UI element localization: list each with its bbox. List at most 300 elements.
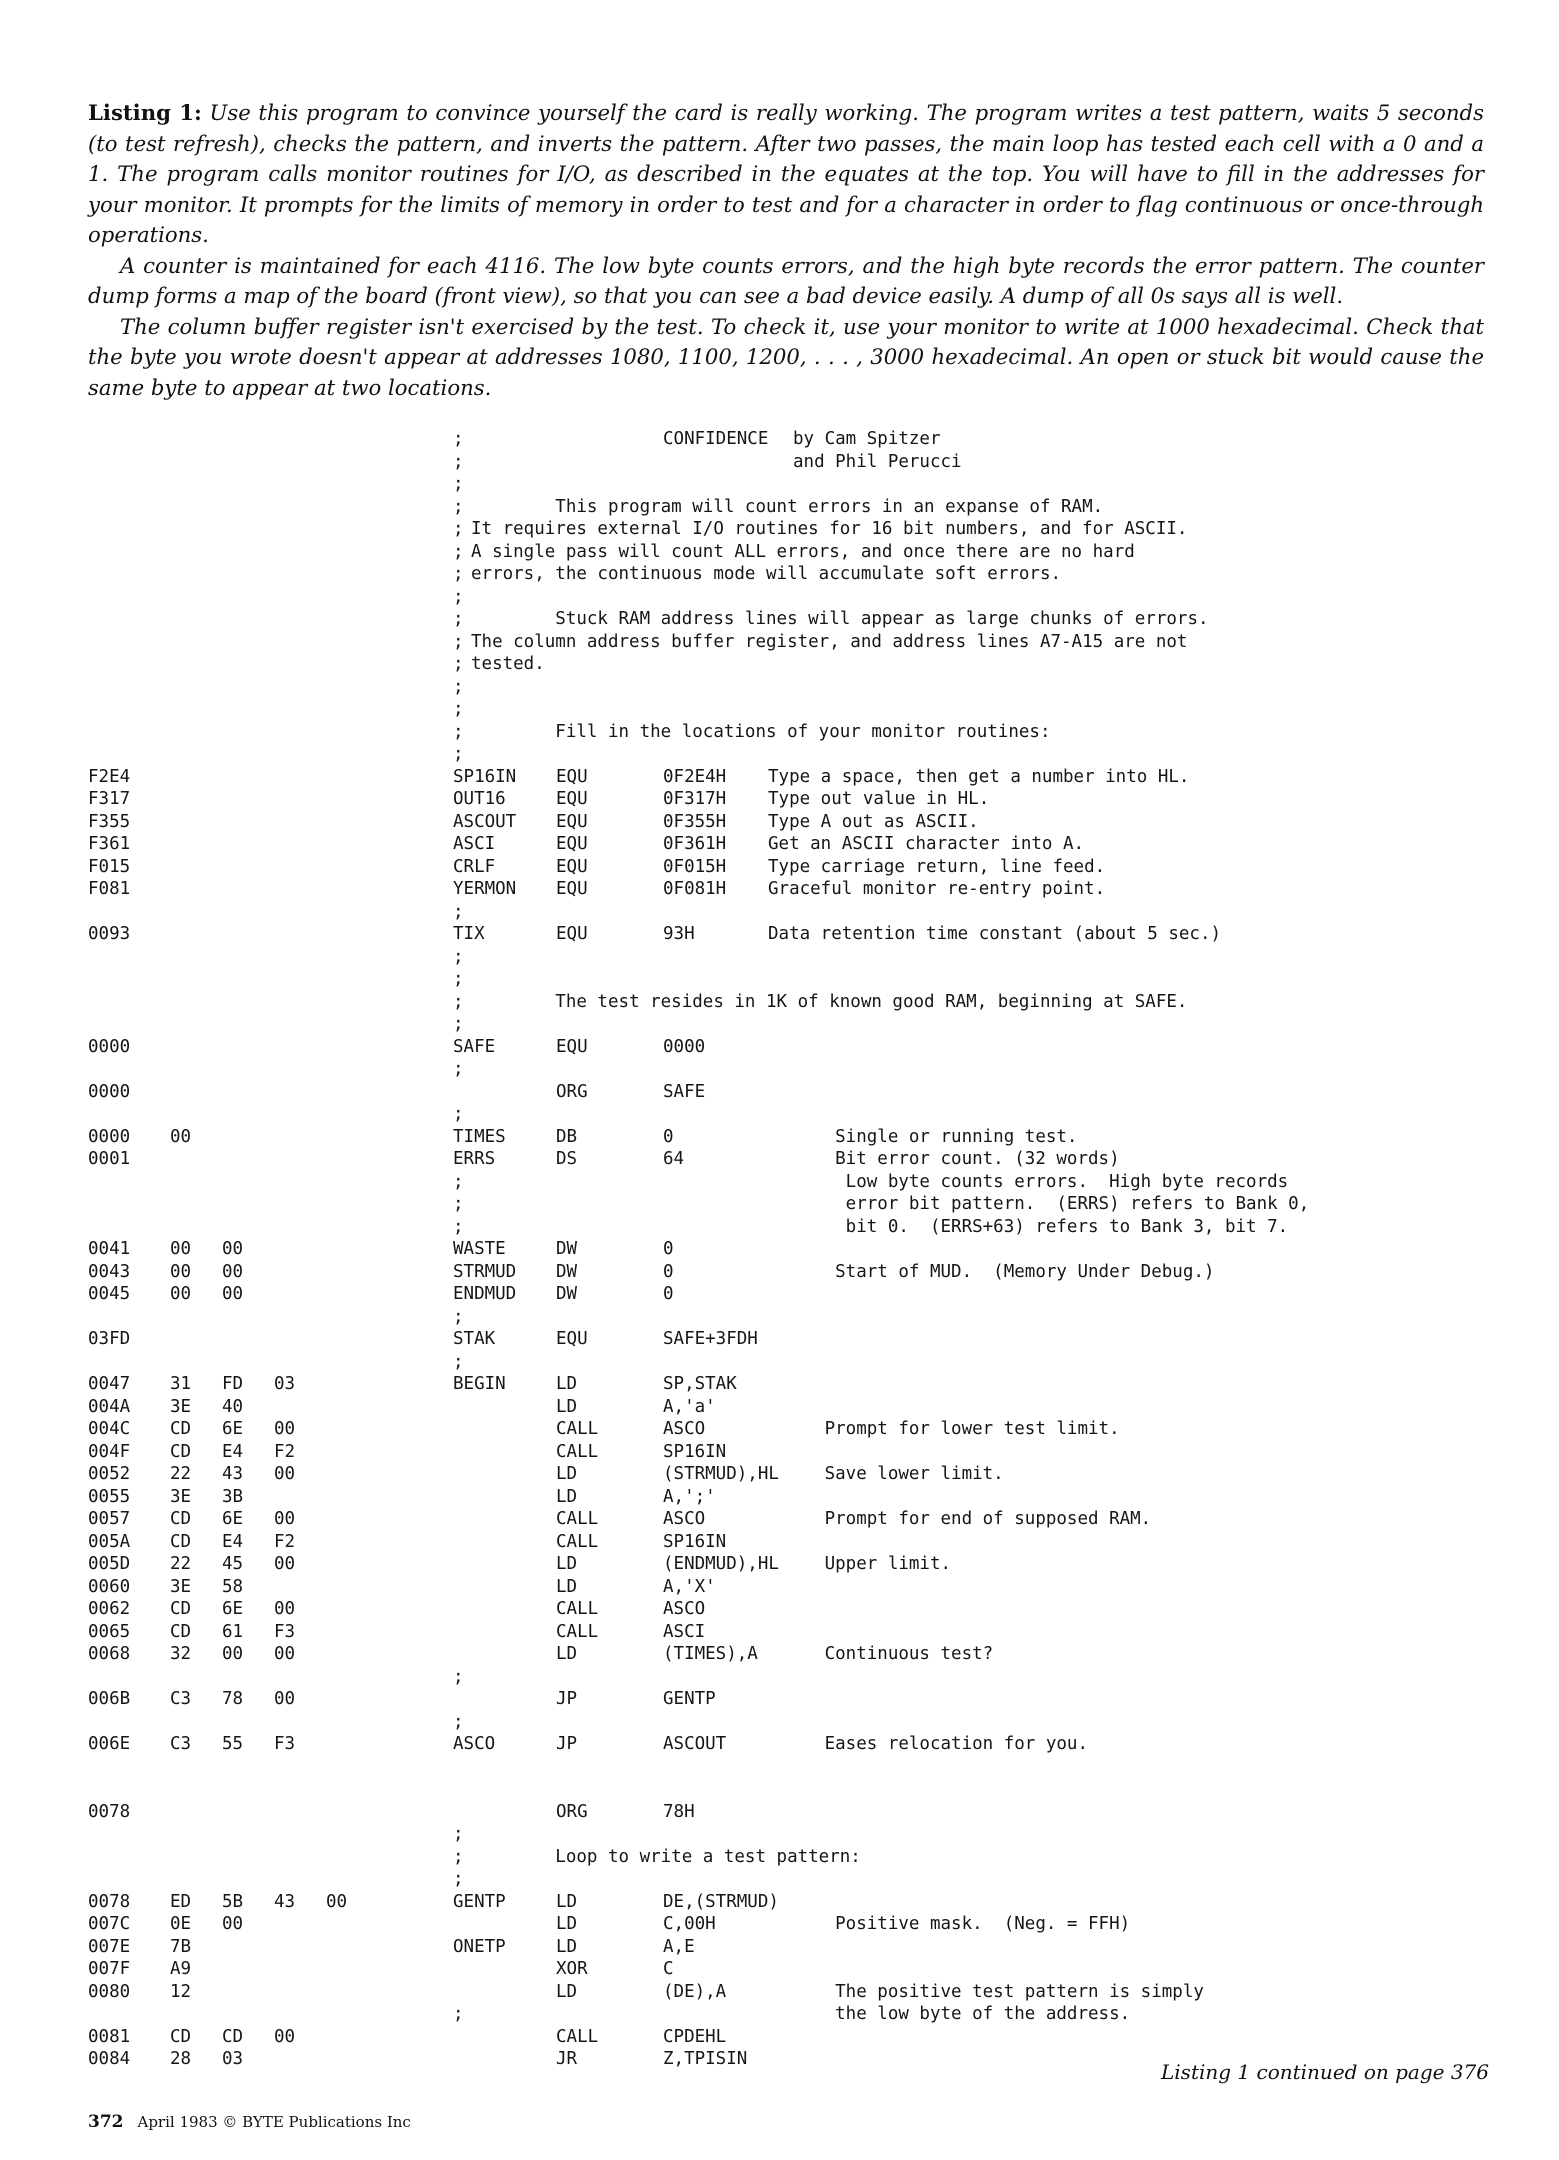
listing-line — [88, 676, 1508, 699]
line-operand: GENTP — [663, 1689, 716, 1709]
line-comment: Stuck RAM address lines will appear as large chunks of errors. — [471, 609, 1209, 629]
line-byte: F2 — [274, 1441, 296, 1462]
line-address: 0078 — [88, 1801, 131, 1822]
line-opcode: LD — [556, 1486, 578, 1507]
line-label: ; — [453, 429, 464, 449]
line-label: ; — [453, 519, 464, 539]
line-operand: 0F355H — [663, 811, 727, 832]
listing-line — [88, 1711, 1508, 1734]
line-address: 0041 — [88, 1239, 131, 1259]
line-address: 006B — [88, 1689, 131, 1709]
listing-line — [88, 451, 1508, 474]
listing-line — [88, 2026, 1508, 2049]
listing-line — [88, 878, 1508, 901]
line-opcode: CALL — [556, 1531, 599, 1552]
line-label: ; — [453, 969, 464, 989]
line-opcode: DB — [556, 1126, 578, 1147]
line-byte: 43 — [274, 1891, 296, 1912]
line-byte: C3 — [170, 1734, 192, 1754]
line-byte: CD — [170, 1441, 192, 1462]
line-opcode: CALL — [556, 2026, 599, 2047]
line-comment: A single pass will count ALL errors, and once there are no hard — [471, 541, 1135, 562]
line-byte: 12 — [170, 1981, 192, 2002]
line-label: SAFE — [453, 1036, 496, 1057]
line-label: ; — [453, 744, 464, 764]
line-operand: 0F015H — [663, 856, 727, 877]
listing-line — [88, 1306, 1508, 1329]
line-opcode: EQU — [556, 924, 588, 944]
line-byte: 00 — [222, 1914, 244, 1934]
line-byte: 6E — [222, 1599, 244, 1619]
line-comment: It requires external I/O routines for 16 bit numbers, and for ASCII. — [471, 519, 1188, 539]
listing-line — [88, 541, 1508, 564]
line-opcode: EQU — [556, 856, 588, 877]
caption-text-3: The column buffer register isn't exercised by the test. To check it, use your monitor to write at 1000 hexadecimal. Check that the byte you wrote doesn't appear at addresses 1080, 1100, 1200, . . . , 3000 hexadecimal. An open or stuck bit would cause the same byte to appear at two locations. — [88, 313, 1484, 400]
line-byte: 00 — [274, 1509, 296, 1529]
line-operand: C — [663, 1959, 674, 1979]
listing-line — [88, 1148, 1508, 1171]
line-remark: Save lower limit. — [793, 1464, 1004, 1484]
line-opcode: DW — [556, 1261, 578, 1282]
line-address: F317 — [88, 789, 131, 809]
line-byte: ED — [170, 1891, 192, 1912]
listing-line — [88, 428, 1508, 451]
line-address: 007C — [88, 1914, 131, 1934]
listing-line — [88, 1508, 1508, 1531]
line-remark: Get an ASCII character into A. — [768, 834, 1085, 854]
listing-line — [88, 496, 1508, 519]
line-label: ; — [453, 631, 464, 652]
line-byte: 03 — [274, 1374, 296, 1394]
line-address: 0080 — [88, 1981, 131, 2002]
line-operand: 78H — [663, 1801, 695, 1822]
listing-line — [88, 1688, 1508, 1711]
listing-line — [88, 968, 1508, 991]
line-address: 004C — [88, 1419, 131, 1439]
listing-line — [88, 1396, 1508, 1419]
line-byte: 00 — [170, 1261, 192, 1282]
line-operand: ASCO — [663, 1419, 706, 1439]
line-address: 0001 — [88, 1149, 131, 1169]
listing-line — [88, 1846, 1508, 1869]
listing-line — [88, 923, 1508, 946]
line-comment: This program will count errors in an expanse of RAM. — [471, 496, 1104, 517]
line-operand: (STRMUD),HL — [663, 1464, 779, 1484]
line-address: 0060 — [88, 1576, 131, 1597]
line-address: 0000 — [88, 1081, 131, 1102]
line-byte: 00 — [326, 1891, 348, 1912]
listing-line — [88, 1891, 1508, 1914]
line-remark: Graceful monitor re-entry point. — [768, 879, 1106, 899]
line-remark: Single or running test. — [793, 1126, 1078, 1147]
line-operand: (DE),A — [663, 1981, 727, 2002]
line-operand: A,E — [663, 1936, 695, 1957]
line-byte: 7B — [170, 1936, 192, 1957]
line-opcode: LD — [556, 1981, 578, 2002]
line-opcode: LD — [556, 1936, 578, 1957]
listing-line — [88, 1013, 1508, 1036]
listing-line — [88, 1238, 1508, 1261]
line-label: ; — [453, 564, 464, 584]
line-label: ; — [453, 496, 464, 517]
line-label: YERMON — [453, 879, 517, 899]
line-address: 007F — [88, 1959, 131, 1979]
line-remark: Bit error count. (32 words) — [793, 1149, 1120, 1169]
line-operand: 0F317H — [663, 789, 727, 809]
line-address: 005D — [88, 1554, 131, 1574]
line-remark: error bit pattern. (ERRS) refers to Bank 0, — [793, 1194, 1310, 1214]
listing-line — [88, 1643, 1508, 1666]
line-label: ASCI — [453, 834, 496, 854]
listing-line — [88, 518, 1508, 541]
line-byte: CD — [222, 2026, 244, 2047]
line-remark: The positive test pattern is simply — [793, 1981, 1204, 2002]
line-address: F015 — [88, 856, 131, 877]
line-remark: Type carriage return, line feed. — [768, 856, 1106, 877]
listing-line — [88, 1261, 1508, 1284]
line-byte: 43 — [222, 1464, 244, 1484]
line-byte: 00 — [170, 1239, 192, 1259]
caption-text-2: A counter is maintained for each 4116. The low byte counts errors, and the high byte records the error pattern. The counter dump forms a map of the board (front view), so that you can see a bad device easily. A dump of all 0s says all is well. — [88, 252, 1484, 308]
line-byte: 32 — [170, 1644, 192, 1664]
line-byte: FD — [222, 1374, 244, 1394]
line-opcode: LD — [556, 1891, 578, 1912]
line-opcode: EQU — [556, 1329, 588, 1349]
listing-line — [88, 1126, 1508, 1149]
line-byte: 40 — [222, 1396, 244, 1417]
line-label: ; — [453, 901, 464, 922]
listing-line — [88, 1666, 1508, 1689]
line-address: F361 — [88, 834, 131, 854]
line-operand: DE,(STRMUD) — [663, 1891, 779, 1912]
line-label: ; — [453, 1824, 464, 1844]
line-byte: E4 — [222, 1441, 244, 1462]
line-label: ; — [453, 2004, 464, 2024]
line-operand: SAFE — [663, 1081, 706, 1102]
line-address: 004A — [88, 1396, 131, 1417]
line-operand: (ENDMUD),HL — [663, 1554, 779, 1574]
line-remark: Continuous test? — [793, 1644, 994, 1664]
line-byte: 03 — [222, 2049, 244, 2069]
line-operand: SP,STAK — [663, 1374, 737, 1394]
line-remark: Prompt for lower test limit. — [793, 1419, 1120, 1439]
line-label: ; — [453, 946, 464, 967]
line-byte: 78 — [222, 1689, 244, 1709]
line-address: F2E4 — [88, 766, 131, 787]
line-opcode: CALL — [556, 1621, 599, 1642]
line-opcode: LD — [556, 1396, 578, 1417]
continued-note: Listing 1 continued on page 376 — [1161, 2060, 1489, 2084]
line-opcode: LD — [556, 1464, 578, 1484]
listing-line — [88, 1553, 1508, 1576]
line-opcode: DW — [556, 1284, 578, 1304]
listing-line — [88, 788, 1508, 811]
line-remark: bit 0. (ERRS+63) refers to Bank 3, bit 7. — [793, 1216, 1289, 1237]
listing-line — [88, 1193, 1508, 1216]
line-byte: 00 — [274, 1419, 296, 1439]
line-comment: errors, the continuous mode will accumulate soft errors. — [471, 564, 1062, 584]
line-label: ; — [453, 541, 464, 562]
listing-line — [88, 1351, 1508, 1374]
line-byte: 31 — [170, 1374, 192, 1394]
caption-para-3 — [88, 312, 1484, 404]
line-operand: 0F081H — [663, 879, 727, 899]
line-byte: 00 — [222, 1261, 244, 1282]
line-opcode: JP — [556, 1689, 578, 1709]
line-label: ; — [453, 474, 464, 494]
line-operand: C,00H — [663, 1914, 716, 1934]
listing-line — [88, 1756, 1508, 1779]
line-operand: SP16IN — [663, 1531, 727, 1552]
line-label: WASTE — [453, 1239, 506, 1259]
line-address: 0065 — [88, 1621, 131, 1642]
line-byte: CD — [170, 1599, 192, 1619]
line-byte: 00 — [170, 1126, 192, 1147]
line-label: ; — [453, 451, 464, 472]
line-opcode: CALL — [556, 1509, 599, 1529]
line-label: STRMUD — [453, 1261, 517, 1282]
line-address: 0043 — [88, 1261, 131, 1282]
line-operand: 93H — [663, 924, 695, 944]
line-opcode: CALL — [556, 1599, 599, 1619]
line-address: 0052 — [88, 1464, 131, 1484]
line-opcode: JR — [556, 2049, 578, 2069]
listing-line — [88, 1036, 1508, 1059]
line-remark: Start of MUD. (Memory Under Debug.) — [793, 1261, 1215, 1282]
caption-para-2 — [88, 251, 1484, 312]
line-operand: ASCO — [663, 1509, 706, 1529]
line-byte: 6E — [222, 1509, 244, 1529]
line-label: ; — [453, 721, 464, 742]
listing-line — [88, 1621, 1508, 1644]
line-remark: by Cam Spitzer — [793, 429, 941, 449]
line-operand: 0 — [663, 1284, 674, 1304]
line-label: OUT16 — [453, 789, 506, 809]
listing-line — [88, 1418, 1508, 1441]
line-byte: 00 — [274, 1464, 296, 1484]
listing-line — [88, 1801, 1508, 1824]
listing-line — [88, 608, 1508, 631]
listing-line — [88, 1171, 1508, 1194]
listing-line — [88, 743, 1508, 766]
caption-label: Listing 1: — [88, 100, 202, 125]
line-operand: A,';' — [663, 1486, 716, 1507]
line-remark: the low byte of the address. — [793, 2004, 1131, 2024]
listing-line — [88, 766, 1508, 789]
listing-line — [88, 1733, 1508, 1756]
line-byte: 58 — [222, 1576, 244, 1597]
line-operand: CONFIDENCE — [663, 429, 769, 449]
line-operand: CPDEHL — [663, 2026, 727, 2047]
line-opcode: JP — [556, 1734, 578, 1754]
line-label: TIX — [453, 924, 485, 944]
line-byte: F3 — [274, 1734, 296, 1754]
line-comment: Loop to write a test pattern: — [471, 1846, 861, 1867]
line-opcode: CALL — [556, 1441, 599, 1462]
line-byte: 00 — [222, 1239, 244, 1259]
listing-line — [88, 653, 1508, 676]
line-opcode: EQU — [556, 789, 588, 809]
line-address: 0093 — [88, 924, 131, 944]
listing-line — [88, 901, 1508, 924]
line-address: 005A — [88, 1531, 131, 1552]
line-operand: 0 — [663, 1126, 674, 1147]
line-opcode: DS — [556, 1149, 578, 1169]
line-label: ASCOUT — [453, 811, 517, 832]
caption-text-1: Use this program to convince yourself the card is really working. The program writes a test pattern, waits 5 seconds (to test refresh), checks the pattern, and inverts the pattern. After two passes, the main loop has tested each cell with a 0 and a 1. The program calls monitor routines for I/O, as described in the equates at the top. You will have to fill in the addresses for your monitor. It prompts for the limits of memory in order to test and for a character in order to flag continuous or once-through operations. — [88, 100, 1484, 247]
line-label: ; — [453, 1194, 464, 1214]
line-operand: 0 — [663, 1261, 674, 1282]
line-byte: 22 — [170, 1464, 192, 1484]
line-label: ; — [453, 586, 464, 607]
line-remark: Low byte counts errors. High byte records — [793, 1171, 1289, 1192]
line-label: ; — [453, 676, 464, 697]
line-address: 0068 — [88, 1644, 131, 1664]
line-comment: tested. — [471, 654, 545, 674]
listing-line — [88, 698, 1508, 721]
line-comment: The test resides in 1K of known good RAM, beginning at SAFE. — [471, 991, 1188, 1012]
line-label: ASCO — [453, 1734, 496, 1754]
line-address: 0084 — [88, 2049, 131, 2069]
listing-line — [88, 1328, 1508, 1351]
listing-line — [88, 2003, 1508, 2026]
line-label: ; — [453, 1869, 464, 1889]
line-address: F355 — [88, 811, 131, 832]
line-opcode: EQU — [556, 879, 588, 899]
line-operand: Z,TPISIN — [663, 2049, 748, 2069]
listing-line — [88, 1981, 1508, 2004]
line-label: ; — [453, 1846, 464, 1867]
line-label: ; — [453, 654, 464, 674]
line-byte: F3 — [274, 1621, 296, 1642]
line-remark: and Phil Perucci — [793, 451, 962, 472]
listing-line — [88, 1058, 1508, 1081]
line-address: 03FD — [88, 1329, 131, 1349]
line-opcode: DW — [556, 1239, 578, 1259]
listing-line — [88, 946, 1508, 969]
line-opcode: EQU — [556, 834, 588, 854]
line-operand: 0 — [663, 1239, 674, 1259]
line-operand: 0000 — [663, 1036, 706, 1057]
line-opcode: LD — [556, 1914, 578, 1934]
line-byte: 00 — [274, 1599, 296, 1619]
line-remark: Type A out as ASCII. — [768, 811, 979, 832]
line-byte: 00 — [274, 1554, 296, 1574]
caption-para-1 — [88, 98, 1484, 251]
line-byte: CD — [170, 1621, 192, 1642]
listing-line — [88, 1823, 1508, 1846]
line-opcode: LD — [556, 1554, 578, 1574]
line-label: ERRS — [453, 1149, 496, 1169]
line-label: CRLF — [453, 856, 496, 877]
listing-line — [88, 1373, 1508, 1396]
line-byte: 3E — [170, 1396, 192, 1417]
line-opcode: EQU — [556, 811, 588, 832]
line-byte: E4 — [222, 1531, 244, 1552]
line-operand: A,'X' — [663, 1576, 716, 1597]
line-byte: 55 — [222, 1734, 244, 1754]
line-byte: A9 — [170, 1959, 192, 1979]
line-operand: ASCOUT — [663, 1734, 727, 1754]
line-byte: CD — [170, 1531, 192, 1552]
line-address: 0047 — [88, 1374, 131, 1394]
line-operand: SP16IN — [663, 1441, 727, 1462]
listing-line — [88, 811, 1508, 834]
line-remark: Data retention time constant (about 5 sec.) — [768, 924, 1222, 944]
line-byte: 3B — [222, 1486, 244, 1507]
line-label: ; — [453, 609, 464, 629]
listing-line — [88, 991, 1508, 1014]
line-byte: 5B — [222, 1891, 244, 1912]
line-label: ; — [453, 1104, 464, 1124]
line-label: SP16IN — [453, 766, 517, 787]
listing-line — [88, 631, 1508, 654]
line-address: 004F — [88, 1441, 131, 1462]
line-byte: F2 — [274, 1531, 296, 1552]
line-remark: Type a space, then get a number into HL. — [768, 766, 1190, 787]
line-remark: Positive mask. (Neg. = FFH) — [793, 1914, 1131, 1934]
listing-line — [88, 1441, 1508, 1464]
line-byte: 3E — [170, 1486, 192, 1507]
line-label: GENTP — [453, 1891, 506, 1912]
line-address: F081 — [88, 879, 131, 899]
listing-line — [88, 1283, 1508, 1306]
line-operand: (TIMES),A — [663, 1644, 758, 1664]
line-remark: Upper limit. — [793, 1554, 952, 1574]
line-label: ; — [453, 1351, 464, 1372]
listing-line — [88, 1463, 1508, 1486]
line-label: ; — [453, 1059, 464, 1079]
line-label: TIMES — [453, 1126, 506, 1147]
line-label: ; — [453, 1711, 464, 1732]
listing-line — [88, 721, 1508, 744]
line-label: ONETP — [453, 1936, 506, 1957]
line-address: 0000 — [88, 1126, 131, 1147]
line-address: 0081 — [88, 2026, 131, 2047]
line-byte: 3E — [170, 1576, 192, 1597]
line-opcode: ORG — [556, 1801, 588, 1822]
line-address: 0045 — [88, 1284, 131, 1304]
listing-line — [88, 1958, 1508, 1981]
line-label: ; — [453, 1216, 464, 1237]
listing-line — [88, 1868, 1508, 1891]
line-opcode: CALL — [556, 1419, 599, 1439]
listing-line — [88, 856, 1508, 879]
line-address: 0000 — [88, 1036, 131, 1057]
line-operand: SAFE+3FDH — [663, 1329, 758, 1349]
line-label: ; — [453, 1306, 464, 1327]
line-comment: Fill in the locations of your monitor routines: — [471, 721, 1051, 742]
line-byte: 00 — [274, 2026, 296, 2047]
line-byte: 00 — [222, 1284, 244, 1304]
line-address: 0078 — [88, 1891, 131, 1912]
listing-line — [88, 1576, 1508, 1599]
listing-line — [88, 473, 1508, 496]
line-byte: CD — [170, 2026, 192, 2047]
line-opcode: XOR — [556, 1959, 588, 1979]
line-remark: Prompt for end of supposed RAM. — [793, 1509, 1152, 1529]
line-byte: 00 — [274, 1644, 296, 1664]
listing-line — [88, 833, 1508, 856]
listing-caption — [88, 98, 1484, 403]
line-operand: ASCO — [663, 1599, 706, 1619]
line-opcode: ORG — [556, 1081, 588, 1102]
line-remark: Type out value in HL. — [768, 789, 990, 809]
line-byte: CD — [170, 1419, 192, 1439]
publication-credit: April 1983 © BYTE Publications Inc — [137, 2113, 411, 2131]
line-address: 0057 — [88, 1509, 131, 1529]
line-opcode: LD — [556, 1374, 578, 1394]
